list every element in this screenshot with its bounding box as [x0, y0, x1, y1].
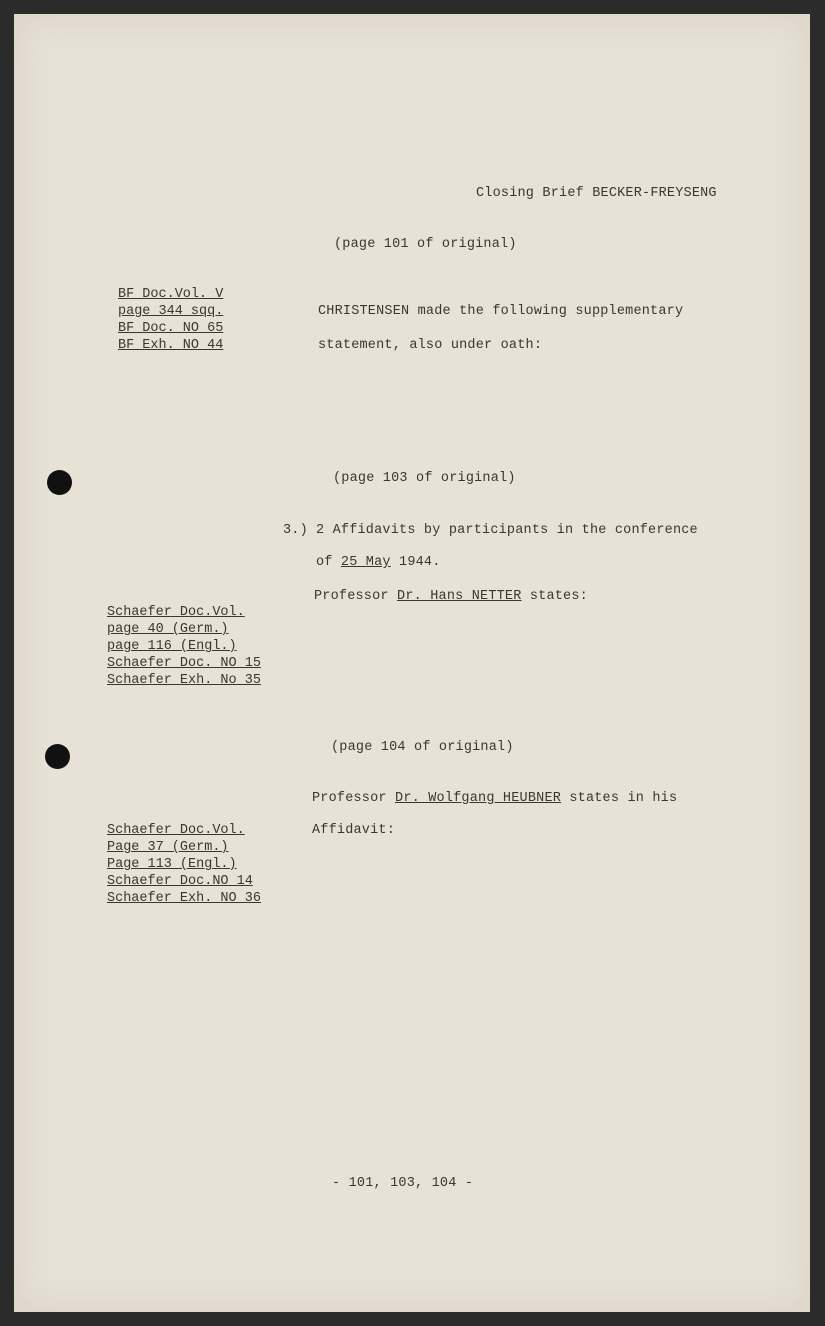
punch-hole: [47, 470, 72, 495]
body-line: Affidavit:: [312, 823, 396, 838]
page-reference: (page 103 of original): [333, 471, 516, 486]
margin-note: Schaefer Doc.Vol. page 40 (Germ.) page 116 (Engl.) Schaefer Doc. NO 15 Schaefer Exh. No 35: [107, 605, 261, 688]
margin-note: Schaefer Doc.Vol. Page 37 (Germ.) Page 113 (Engl.) Schaefer Doc.NO 14 Schaefer Exh. NO 36: [107, 823, 261, 906]
item-number: 3.): [283, 523, 308, 538]
body-line: CHRISTENSEN made the following supplementary: [318, 304, 684, 319]
body-line: 2 Affidavits by participants in the conference: [316, 523, 698, 538]
body-line: of 25 May 1944.: [316, 555, 441, 570]
page-reference: (page 101 of original): [334, 237, 517, 252]
closing-brief-header: Closing Brief BECKER-FREYSENG: [476, 186, 717, 201]
page-reference: (page 104 of original): [331, 740, 514, 755]
body-line: Professor Dr. Hans NETTER states:: [314, 589, 588, 604]
body-line: Professor Dr. Wolfgang HEUBNER states in his: [312, 791, 678, 806]
document-page: [14, 14, 810, 1312]
page-numbers-footer: - 101, 103, 104 -: [332, 1176, 474, 1191]
margin-note: BF Doc.Vol. V page 344 sqq. BF Doc. NO 65 BF Exh. NO 44: [118, 287, 224, 353]
body-line: statement, also under oath:: [318, 338, 543, 353]
punch-hole: [45, 744, 70, 769]
